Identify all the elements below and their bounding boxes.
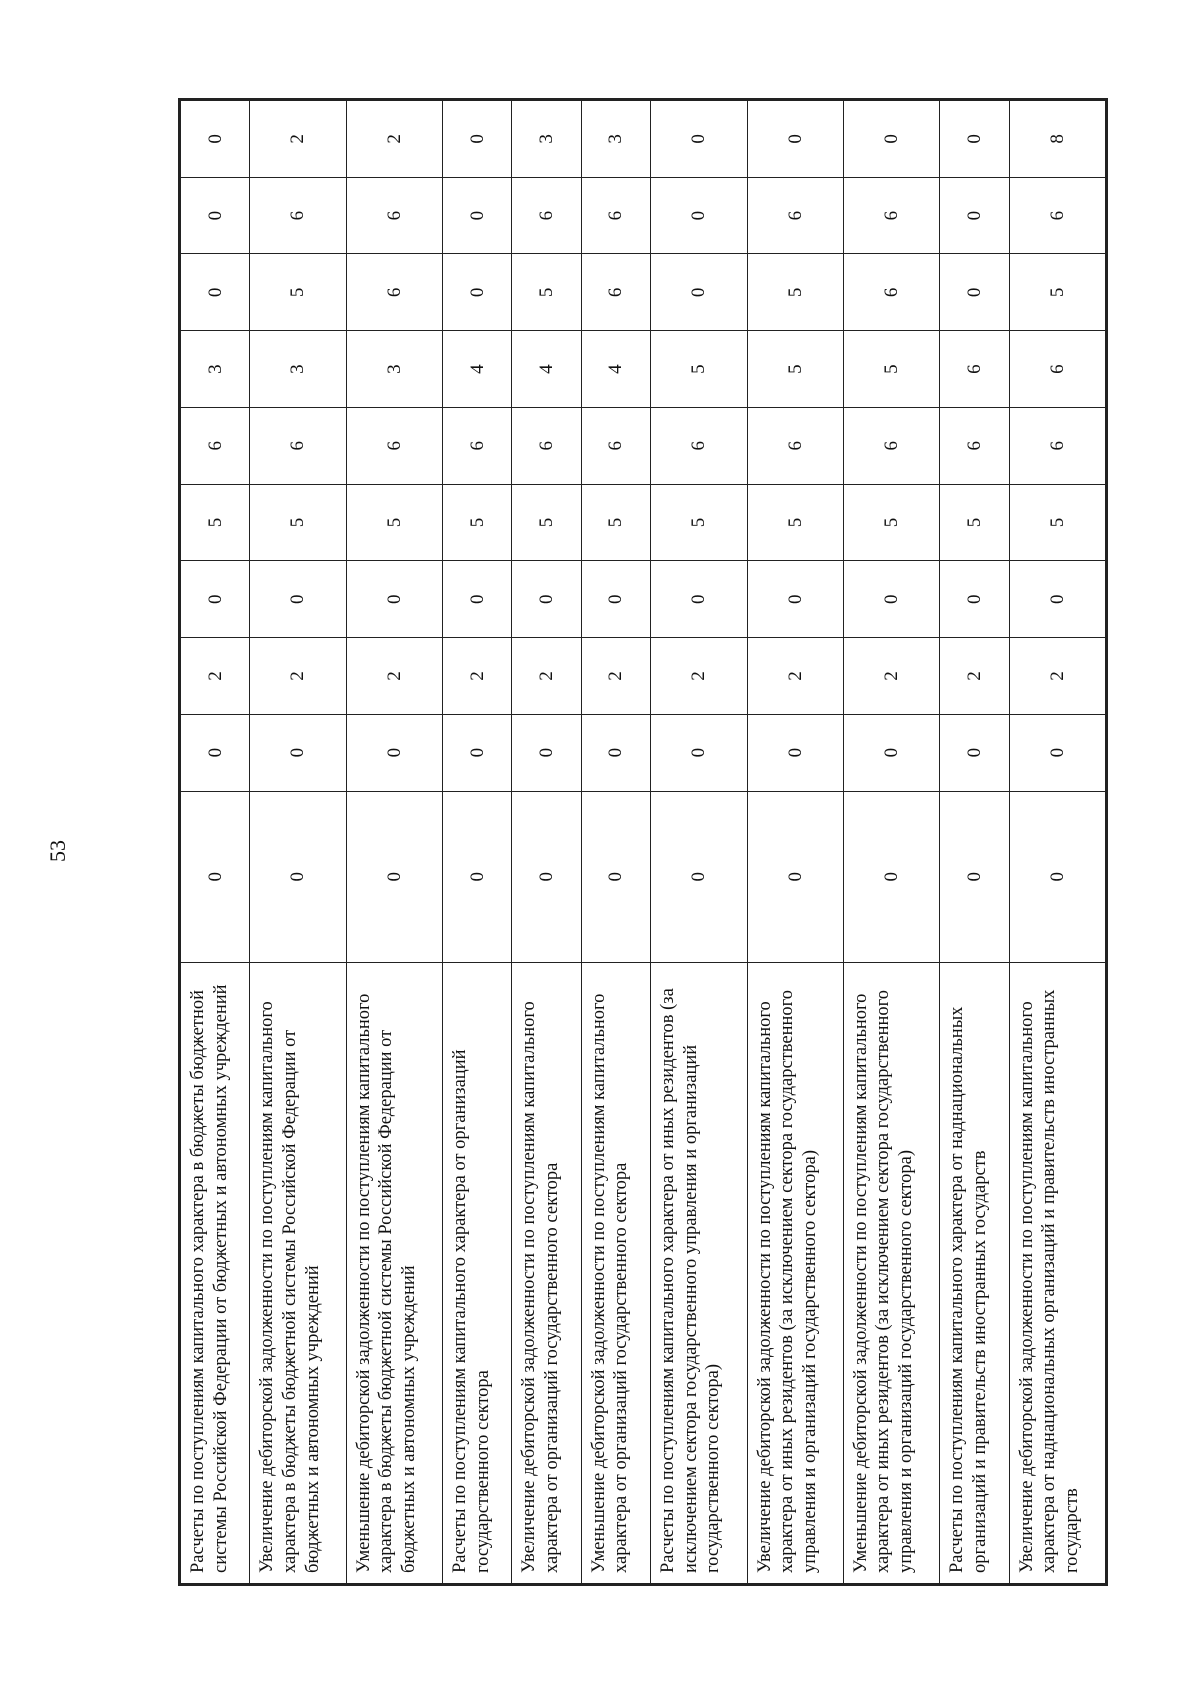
- code-digit-cell: 0: [581, 714, 650, 791]
- table-row: [843, 101, 939, 1584]
- code-digit-cell: 5: [747, 331, 843, 408]
- code-digit-cell: 5: [443, 484, 512, 561]
- table-row: [581, 101, 650, 1584]
- code-digit-cell: 5: [181, 484, 250, 561]
- code-digit-cell: 2: [747, 638, 843, 715]
- code-digit-cell: 0: [651, 254, 747, 331]
- code-digit-cell: 0: [747, 561, 843, 638]
- code-digit-cell: 6: [346, 407, 442, 484]
- code-digit-cell: 0: [512, 561, 581, 638]
- code-digit-cell: 2: [843, 638, 939, 715]
- code-digit-cell: 6: [581, 177, 650, 254]
- code-digit-cell: 6: [843, 254, 939, 331]
- code-digit-cell: 5: [651, 484, 747, 561]
- code-digit-cell: 2: [940, 638, 1009, 715]
- code-digit-cell: 0: [1009, 561, 1105, 638]
- code-digit-cell: 0: [651, 561, 747, 638]
- document-table-frame: [178, 98, 1108, 1586]
- code-digit-cell: 6: [512, 177, 581, 254]
- code-digit-cell: 5: [581, 484, 650, 561]
- code-digit-cell: 4: [581, 331, 650, 408]
- code-digit-cell: 6: [250, 407, 346, 484]
- table-row: [1009, 101, 1105, 1584]
- code-digit-cell: 0: [1009, 714, 1105, 791]
- code-digit-cell: 0: [747, 714, 843, 791]
- code-digit-cell: 0: [181, 714, 250, 791]
- code-digit-cell: 5: [747, 484, 843, 561]
- code-digit-cell: 6: [843, 407, 939, 484]
- row-description: Уменьшение дебиторской задолженности по поступлениям капитального характера от иных резидентов (за исключением сектора государственного управления и организаций государственного сектора): [843, 962, 939, 1583]
- code-digit-cell: 6: [747, 177, 843, 254]
- code-digit-cell: 6: [1009, 331, 1105, 408]
- code-digit-cell: 3: [346, 331, 442, 408]
- table-body: [181, 101, 1106, 1584]
- code-digit-cell: 2: [250, 638, 346, 715]
- row-description: Расчеты по поступлениям капитального характера от наднациональных организаций и правительств иностранных государств: [940, 962, 1009, 1583]
- code-digit-cell: 0: [250, 791, 346, 962]
- code-digit-cell: 5: [747, 254, 843, 331]
- code-digit-cell: 0: [443, 254, 512, 331]
- code-digit-cell: 0: [843, 561, 939, 638]
- table-row: [747, 101, 843, 1584]
- code-digit-cell: 6: [651, 407, 747, 484]
- code-digit-cell: 2: [181, 638, 250, 715]
- code-digit-cell: 2: [250, 101, 346, 178]
- code-digit-cell: 0: [581, 791, 650, 962]
- code-digit-cell: 2: [346, 101, 442, 178]
- code-digit-cell: 6: [843, 177, 939, 254]
- code-digit-cell: 0: [1009, 791, 1105, 962]
- code-digit-cell: 5: [651, 331, 747, 408]
- table-row: [346, 101, 442, 1584]
- code-digit-cell: 2: [346, 638, 442, 715]
- code-digit-cell: 3: [250, 331, 346, 408]
- code-digit-cell: 6: [443, 407, 512, 484]
- code-digit-cell: 6: [346, 177, 442, 254]
- code-digit-cell: 0: [443, 791, 512, 962]
- code-digit-cell: 0: [581, 561, 650, 638]
- code-digit-cell: 0: [443, 101, 512, 178]
- code-digit-cell: 0: [940, 254, 1009, 331]
- code-digit-cell: 5: [250, 484, 346, 561]
- table-row: [651, 101, 747, 1584]
- code-digit-cell: 6: [581, 254, 650, 331]
- code-digit-cell: 6: [1009, 177, 1105, 254]
- code-digit-cell: 2: [651, 638, 747, 715]
- code-digit-cell: 6: [181, 407, 250, 484]
- code-digit-cell: 0: [843, 714, 939, 791]
- row-description: Расчеты по поступлениям капитального характера в бюджеты бюджетной системы Российской Федерации от бюджетных и автономных учреждений: [181, 962, 250, 1583]
- table-row: [181, 101, 250, 1584]
- code-digit-cell: 0: [940, 791, 1009, 962]
- code-digit-cell: 0: [940, 714, 1009, 791]
- code-digit-cell: 0: [181, 101, 250, 178]
- code-digit-cell: 0: [651, 177, 747, 254]
- code-digit-cell: 0: [346, 714, 442, 791]
- code-digit-cell: 5: [250, 254, 346, 331]
- row-description: Расчеты по поступлениям капитального характера от организаций государственного сектора: [443, 962, 512, 1583]
- code-digit-cell: 0: [651, 101, 747, 178]
- code-digit-cell: 0: [651, 791, 747, 962]
- row-description: Увеличение дебиторской задолженности по поступлениям капитального характера от наднациональных организаций и правительств иностранных государств: [1009, 962, 1105, 1583]
- code-digit-cell: 3: [181, 331, 250, 408]
- code-digit-cell: 5: [512, 484, 581, 561]
- code-digit-cell: 0: [843, 791, 939, 962]
- table-row: [250, 101, 346, 1584]
- code-digit-cell: 0: [747, 791, 843, 962]
- code-digit-cell: 5: [346, 484, 442, 561]
- code-digit-cell: 0: [443, 561, 512, 638]
- code-digit-cell: 0: [747, 101, 843, 178]
- code-digit-cell: 0: [443, 177, 512, 254]
- code-digit-cell: 6: [940, 407, 1009, 484]
- code-digit-cell: 0: [250, 714, 346, 791]
- code-digit-cell: 0: [181, 254, 250, 331]
- code-digit-cell: 6: [250, 177, 346, 254]
- table-row: [512, 101, 581, 1584]
- code-digit-cell: 2: [512, 638, 581, 715]
- row-description: Увеличение дебиторской задолженности по поступлениям капитального характера в бюджеты бюджетной системы Российской Федерации от бюджетных и автономных учреждений: [250, 962, 346, 1583]
- row-description: Увеличение дебиторской задолженности по поступлениям капитального характера от иных резидентов (за исключением сектора государственного управления и организаций государственного сектора): [747, 962, 843, 1583]
- code-digit-cell: 5: [1009, 484, 1105, 561]
- row-description: Расчеты по поступлениям капитального характера от иных резидентов (за исключением сектора государственного управления и организаций государственного сектора): [651, 962, 747, 1583]
- code-digit-cell: 0: [346, 561, 442, 638]
- code-digit-cell: 5: [940, 484, 1009, 561]
- code-digit-cell: 0: [512, 714, 581, 791]
- code-digit-cell: 3: [581, 101, 650, 178]
- account-codes-table: [180, 100, 1106, 1584]
- code-digit-cell: 8: [1009, 101, 1105, 178]
- row-description: Уменьшение дебиторской задолженности по поступлениям капитального характера от организаций государственного сектора: [581, 962, 650, 1583]
- code-digit-cell: 5: [843, 331, 939, 408]
- code-digit-cell: 6: [747, 407, 843, 484]
- code-digit-cell: 2: [581, 638, 650, 715]
- code-digit-cell: 6: [1009, 407, 1105, 484]
- code-digit-cell: 0: [512, 791, 581, 962]
- code-digit-cell: 0: [181, 791, 250, 962]
- code-digit-cell: 0: [346, 791, 442, 962]
- code-digit-cell: 0: [250, 561, 346, 638]
- code-digit-cell: 0: [651, 714, 747, 791]
- page-number: 53: [45, 840, 70, 862]
- code-digit-cell: 3: [512, 101, 581, 178]
- code-digit-cell: 0: [843, 101, 939, 178]
- rotated-table-container: [180, 100, 1106, 1584]
- code-digit-cell: 0: [181, 177, 250, 254]
- row-description: Увеличение дебиторской задолженности по поступлениям капитального характера от организаций государственного сектора: [512, 962, 581, 1583]
- code-digit-cell: 6: [512, 407, 581, 484]
- table-row: [940, 101, 1009, 1584]
- table-row: [443, 101, 512, 1584]
- code-digit-cell: 4: [443, 331, 512, 408]
- row-description: Уменьшение дебиторской задолженности по поступлениям капитального характера в бюджеты бюджетной системы Российской Федерации от бюджетных и автономных учреждений: [346, 962, 442, 1583]
- code-digit-cell: 6: [581, 407, 650, 484]
- code-digit-cell: 0: [940, 177, 1009, 254]
- code-digit-cell: 2: [1009, 638, 1105, 715]
- code-digit-cell: 6: [940, 331, 1009, 408]
- code-digit-cell: 0: [940, 101, 1009, 178]
- code-digit-cell: 2: [443, 638, 512, 715]
- code-digit-cell: 5: [1009, 254, 1105, 331]
- code-digit-cell: 0: [940, 561, 1009, 638]
- code-digit-cell: 5: [512, 254, 581, 331]
- code-digit-cell: 6: [346, 254, 442, 331]
- code-digit-cell: 0: [181, 561, 250, 638]
- code-digit-cell: 5: [843, 484, 939, 561]
- code-digit-cell: 4: [512, 331, 581, 408]
- code-digit-cell: 0: [443, 714, 512, 791]
